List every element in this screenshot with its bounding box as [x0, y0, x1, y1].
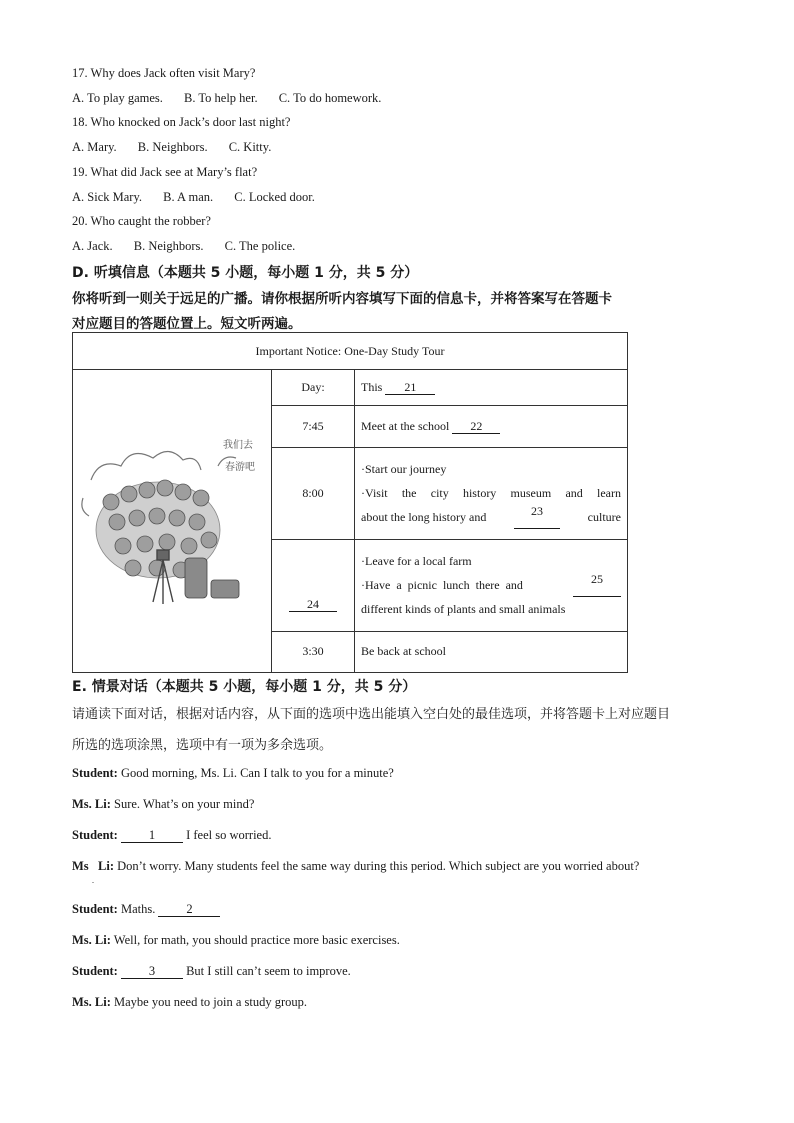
option-a: A. Jack.	[72, 239, 113, 253]
time-330: 3:30	[272, 631, 355, 672]
section-e-instruction-1: 请通读下面对话，根据对话内容，从下面的选项中选出能填入空白处的最佳选项，并将答题卡上对应题目	[72, 707, 671, 722]
section-d-title: D. 听填信息（本题共 5 小题，每小题 1 分，共 5 分）	[72, 265, 419, 281]
option-b: B. Neighbors.	[133, 239, 204, 253]
question-18-options	[72, 140, 289, 155]
question-17: 17. Why does Jack often visit Mary?	[72, 66, 256, 80]
option-b: B. A man.	[163, 190, 214, 204]
notice-title: Important Notice: One-Day Study Tour	[73, 333, 628, 370]
dialogue-line-1: Student: Good morning, Ms. Li. Can I talk to you for a minute?	[72, 766, 394, 780]
picture-cell	[73, 370, 272, 673]
option-c: C. Locked door.	[234, 190, 315, 204]
spring-outing-picture	[73, 370, 271, 668]
option-c: C. To do homework.	[278, 91, 382, 105]
question-19-options	[72, 190, 333, 205]
option-a: A. To play games.	[72, 91, 163, 105]
option-a: A. Mary.	[72, 140, 117, 154]
dialogue-line-4: Ms Li: Don’t worry. Many students feel the same way during this period. Which subject are you worried about?	[72, 859, 640, 873]
blank-3: 3	[121, 965, 183, 979]
stray-dot: .	[92, 876, 94, 885]
blank-25: 25	[573, 573, 621, 597]
section-d-instruction-1: 你将听到一则关于远足的广播。请你根据所听内容填写下面的信息卡，并将答案写在答题卡	[72, 291, 612, 307]
section-e-instruction-2: 所选的选项涂黑，选项中有一项为多余选项。	[72, 738, 333, 753]
dialogue-line-5: Student: Maths. 2	[72, 902, 220, 917]
blank-24: 24	[289, 598, 337, 612]
meet-detail: Meet at the school 22	[355, 406, 628, 447]
blank-21: 21	[385, 381, 435, 395]
blank-23: 23	[514, 505, 560, 529]
dialogue-line-3: Student: 1 I feel so worried.	[72, 828, 272, 842]
day-detail: This 21	[355, 370, 628, 406]
option-b: B. Neighbors.	[137, 140, 208, 154]
question-20: 20. Who caught the robber?	[72, 214, 211, 228]
dialogue-line-6: Ms. Li: Well, for math, you should practice more basic exercises.	[72, 933, 400, 947]
dialogue-line-7: Student: 3 But I still can’t seem to improve.	[72, 964, 351, 978]
question-17-options	[72, 91, 399, 106]
blank-2: 2	[158, 903, 220, 917]
time-745: 7:45	[272, 406, 355, 447]
option-c: C. The police.	[224, 239, 296, 253]
time-800: 8:00	[272, 447, 355, 540]
question-20-options	[72, 239, 313, 254]
picture-caption-line1: 我们去	[223, 440, 253, 451]
blank-22: 22	[452, 420, 500, 434]
dialogue-line-2: Ms. Li: Sure. What’s on your mind?	[72, 797, 255, 811]
section-e-title: E. 情景对话（本题共 5 小题，每小题 1 分，共 5 分）	[72, 679, 417, 695]
blank-1: 1	[121, 829, 183, 843]
question-19: 19. What did Jack see at Mary’s flat?	[72, 165, 258, 179]
question-18: 18. Who knocked on Jack’s door last night?	[72, 115, 291, 129]
dialogue-line-8: Ms. Li: Maybe you need to join a study group.	[72, 995, 308, 1009]
option-c: C. Kitty.	[228, 140, 272, 154]
notice-table	[72, 332, 628, 673]
journey-detail: ·Start our journey ·Visit the city history museum and learn about the long history and 23 culture	[355, 447, 628, 540]
section-d-instruction-2: 对应题目的答题位置上。短文听两遍。	[72, 316, 302, 332]
farm-detail: ·Leave for a local farm ·Have a picnic lunch there and 25 different kinds of plants and small animals	[355, 540, 628, 632]
option-a: A. Sick Mary.	[72, 190, 143, 204]
time-cell-blank	[272, 540, 355, 632]
back-detail: Be back at school	[355, 631, 628, 672]
option-b: B. To help her.	[184, 91, 258, 105]
day-label: Day:	[272, 370, 355, 406]
picture-caption-line2: 春游吧	[225, 462, 255, 473]
